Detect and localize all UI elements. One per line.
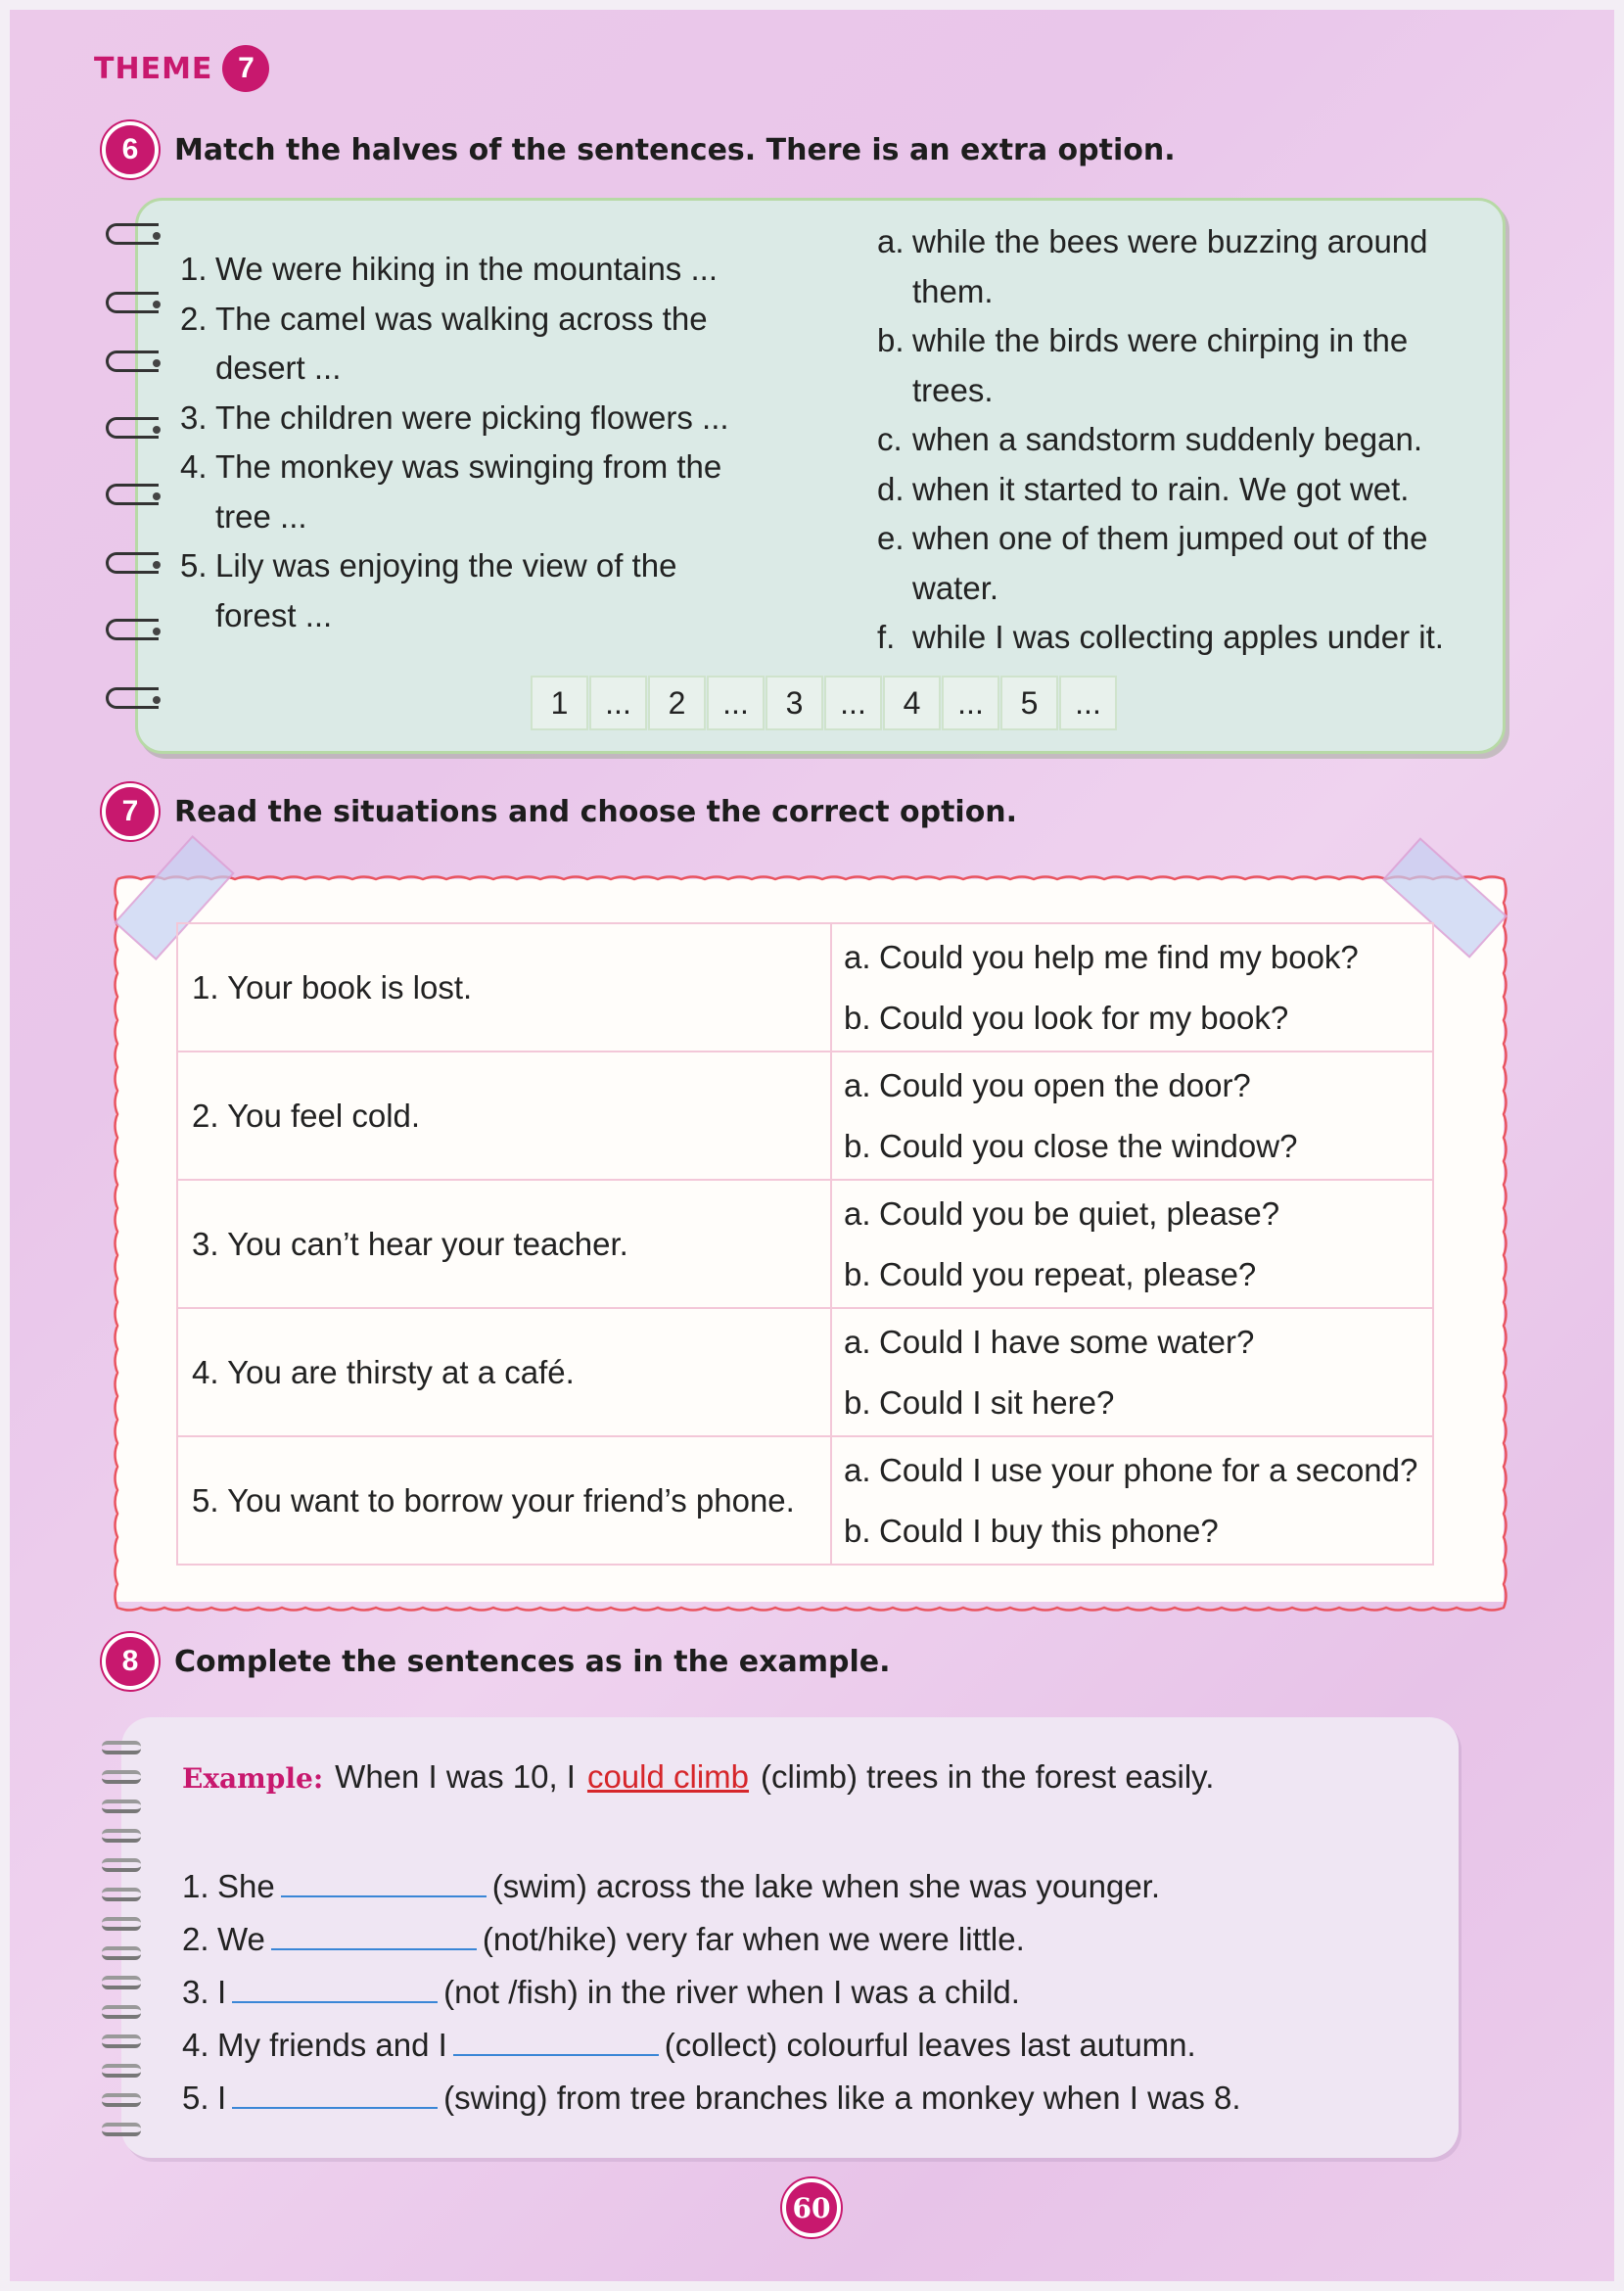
item-number: 2.	[180, 300, 208, 337]
option-text: Could you be quiet, please?	[879, 1194, 1280, 1232]
list-item	[877, 217, 1484, 316]
item-text	[215, 443, 721, 541]
option-text: Could you look for my book?	[879, 999, 1289, 1036]
answer-blank[interactable]	[281, 1868, 487, 1897]
table-row	[177, 1436, 1433, 1565]
item-text	[912, 415, 1422, 465]
list-item	[182, 2072, 1241, 2125]
item-number: 5.	[180, 547, 208, 584]
item-number: c.	[877, 421, 903, 457]
situation-number: 1.	[192, 968, 219, 1005]
exercise-title: Read the situations and choose the correct option.	[174, 794, 1018, 829]
situation-text: Your book is lost.	[227, 968, 473, 1005]
item-line: while the bees were buzzing around	[912, 223, 1428, 259]
sentence-end: (collect) colourful leaves last autumn.	[664, 2027, 1196, 2063]
answer-blank[interactable]: ...	[1059, 676, 1117, 730]
option-text: Could you open the door?	[879, 1066, 1251, 1103]
item-line: The camel was walking across the	[215, 300, 708, 337]
option-letter: a.	[844, 1323, 871, 1360]
example-label: Example:	[182, 1762, 324, 1795]
option-a[interactable]	[844, 1055, 1432, 1116]
option-a[interactable]	[844, 1312, 1432, 1373]
answer-number: 2	[648, 676, 706, 730]
item-number: 5.	[182, 2080, 209, 2116]
complete-sentences	[182, 1860, 1241, 2125]
option-letter: a.	[844, 938, 871, 975]
item-line: The children were picking flowers ...	[215, 398, 729, 436]
situations-table	[176, 922, 1434, 1566]
item-line: Lily was enjoying the view of the	[215, 547, 677, 584]
item-number: f.	[877, 619, 896, 655]
situation-cell	[177, 1436, 831, 1565]
situation-number: 4.	[192, 1353, 219, 1390]
situation-number: 5.	[192, 1481, 219, 1519]
example-before: When I was 10, I	[335, 1758, 576, 1795]
option-text: Could I buy this phone?	[879, 1512, 1219, 1549]
item-text	[912, 613, 1444, 663]
page-number: 60	[782, 2178, 841, 2237]
option-a[interactable]	[844, 1184, 1432, 1244]
answer-number: 5	[1000, 676, 1058, 730]
options-cell	[831, 1052, 1433, 1180]
situation-cell	[177, 923, 831, 1052]
options-cell	[831, 1436, 1433, 1565]
item-number: d.	[877, 470, 905, 507]
item-number: 4.	[180, 448, 208, 485]
exercise-title: Complete the sentences as in the example.	[174, 1644, 891, 1679]
exercise-title: Match the halves of the sentences. There is an extra option.	[174, 132, 1176, 167]
item-line: when it started to rain. We got wet.	[912, 470, 1410, 507]
list-item	[182, 2019, 1241, 2072]
item-number: 3.	[182, 1974, 209, 2010]
item-text	[215, 245, 718, 295]
example-after: (climb) trees in the forest easily.	[761, 1758, 1215, 1795]
item-line: when one of them jumped out of the	[912, 520, 1428, 556]
item-line: while I was collecting apples under it.	[912, 619, 1444, 655]
theme-header	[94, 45, 269, 92]
list-item	[877, 415, 1484, 465]
situation-cell	[177, 1308, 831, 1436]
notebook-rings-icon	[102, 213, 161, 723]
spiral-binding-icon	[102, 1741, 143, 2152]
item-text	[912, 514, 1428, 613]
options-cell	[831, 1180, 1433, 1308]
option-letter: a.	[844, 1451, 871, 1488]
option-a[interactable]	[844, 1440, 1432, 1501]
list-item	[877, 514, 1484, 613]
options-cell	[831, 1308, 1433, 1436]
item-line: trees.	[912, 371, 994, 408]
item-line: while the birds were chirping in the	[912, 322, 1409, 358]
answer-blank[interactable]: ...	[942, 676, 999, 730]
item-line: tree ...	[215, 497, 307, 535]
sentence-end: (swing) from tree branches like a monkey when I was 8.	[443, 2080, 1241, 2116]
option-text: Could you close the window?	[879, 1127, 1298, 1164]
exercise-number: 7	[102, 783, 159, 840]
option-b[interactable]	[844, 1116, 1432, 1177]
option-text: Could you repeat, please?	[879, 1255, 1257, 1292]
situation-number: 3.	[192, 1225, 219, 1262]
sentence-start: I	[217, 1974, 227, 2010]
table-row	[177, 1308, 1433, 1436]
answer-number: 4	[883, 676, 941, 730]
option-text: Could I use your phone for a second?	[879, 1451, 1418, 1488]
answer-boxes	[531, 676, 1118, 730]
item-number: 3.	[180, 398, 208, 436]
option-b[interactable]	[844, 1244, 1432, 1305]
list-item	[182, 1966, 1241, 2019]
situation-cell	[177, 1180, 831, 1308]
theme-label: THEME	[94, 51, 213, 86]
item-number: 1.	[180, 251, 208, 287]
item-text	[912, 217, 1428, 316]
list-item	[877, 465, 1484, 515]
answer-number: 1	[531, 676, 588, 730]
item-line: when a sandstorm suddenly began.	[912, 421, 1423, 457]
options-cell	[831, 923, 1433, 1052]
situation-text: You can’t hear your teacher.	[227, 1225, 628, 1262]
option-text: Could I have some water?	[879, 1323, 1255, 1360]
list-item	[877, 316, 1484, 415]
list-item	[180, 443, 767, 541]
answer-blank[interactable]: ...	[589, 676, 647, 730]
sentence-end: (swim) across the lake when she was younger.	[491, 1868, 1161, 1904]
list-item	[180, 541, 767, 640]
option-text: Could you help me find my book?	[879, 938, 1359, 975]
answer-blank[interactable]: ...	[707, 676, 765, 730]
item-line: desert ...	[215, 350, 342, 386]
list-item	[180, 394, 767, 444]
example-sentence	[182, 1758, 1214, 1796]
example-answer: could climb	[586, 1758, 750, 1795]
answer-number: 3	[766, 676, 823, 730]
item-line: The monkey was swinging from the	[215, 448, 722, 485]
exercise-6-heading	[102, 121, 1176, 178]
sentence-start: She	[217, 1868, 275, 1904]
option-letter: b.	[844, 999, 871, 1036]
option-text: Could I sit here?	[879, 1383, 1115, 1421]
answer-blank[interactable]	[453, 2027, 659, 2056]
situation-text: You feel cold.	[227, 1097, 421, 1134]
item-line: We were hiking in the mountains ...	[215, 251, 718, 287]
answer-blank[interactable]	[232, 2080, 438, 2109]
situation-cell	[177, 1052, 831, 1180]
table-row	[177, 1052, 1433, 1180]
item-text	[912, 316, 1408, 415]
item-line: them.	[912, 272, 994, 309]
sentence-start: I	[217, 2080, 227, 2116]
item-number: e.	[877, 520, 905, 556]
list-item	[180, 245, 767, 295]
sentence-end: (not /fish) in the river when I was a child.	[443, 1974, 1020, 2010]
option-b[interactable]	[844, 1373, 1432, 1433]
list-item	[180, 295, 767, 394]
item-text	[215, 394, 729, 444]
option-letter: b.	[844, 1127, 871, 1164]
item-text	[912, 465, 1409, 515]
sentence-start: My friends and I	[217, 2027, 447, 2063]
item-number: 1.	[182, 1868, 209, 1904]
sentence-start: We	[217, 1921, 265, 1957]
answer-blank[interactable]: ...	[824, 676, 882, 730]
item-number: 4.	[182, 2027, 209, 2063]
option-letter: a.	[844, 1194, 871, 1232]
table-row	[177, 923, 1433, 1052]
answer-blank[interactable]	[271, 1921, 477, 1950]
option-b[interactable]	[844, 1501, 1432, 1562]
list-item	[182, 1913, 1241, 1966]
option-b[interactable]	[844, 988, 1432, 1049]
item-number: a.	[877, 223, 905, 259]
item-number: b.	[877, 322, 905, 358]
option-a[interactable]	[844, 927, 1432, 988]
exercise-number: 8	[102, 1633, 159, 1690]
sentence-endings	[877, 217, 1484, 663]
item-line: forest ...	[215, 596, 333, 633]
option-letter: b.	[844, 1383, 871, 1421]
situation-text: You want to borrow your friend’s phone.	[227, 1481, 795, 1519]
option-letter: b.	[844, 1255, 871, 1292]
exercise-7-heading	[102, 783, 1017, 840]
answer-blank[interactable]	[232, 1974, 438, 2003]
item-number: 2.	[182, 1921, 209, 1957]
option-letter: b.	[844, 1512, 871, 1549]
item-line: water.	[912, 569, 999, 606]
exercise-number: 6	[102, 121, 159, 178]
table-row	[177, 1180, 1433, 1308]
exercise-8-heading	[102, 1633, 890, 1690]
sentence-end: (not/hike) very far when we were little.	[482, 1921, 1025, 1957]
situation-text: You are thirsty at a café.	[227, 1353, 575, 1390]
option-letter: a.	[844, 1066, 871, 1103]
item-text	[215, 541, 676, 640]
list-item	[877, 613, 1484, 663]
list-item	[182, 1860, 1241, 1913]
sentence-beginnings	[180, 245, 767, 640]
theme-number: 7	[222, 45, 269, 92]
situation-number: 2.	[192, 1097, 219, 1134]
item-text	[215, 295, 708, 394]
